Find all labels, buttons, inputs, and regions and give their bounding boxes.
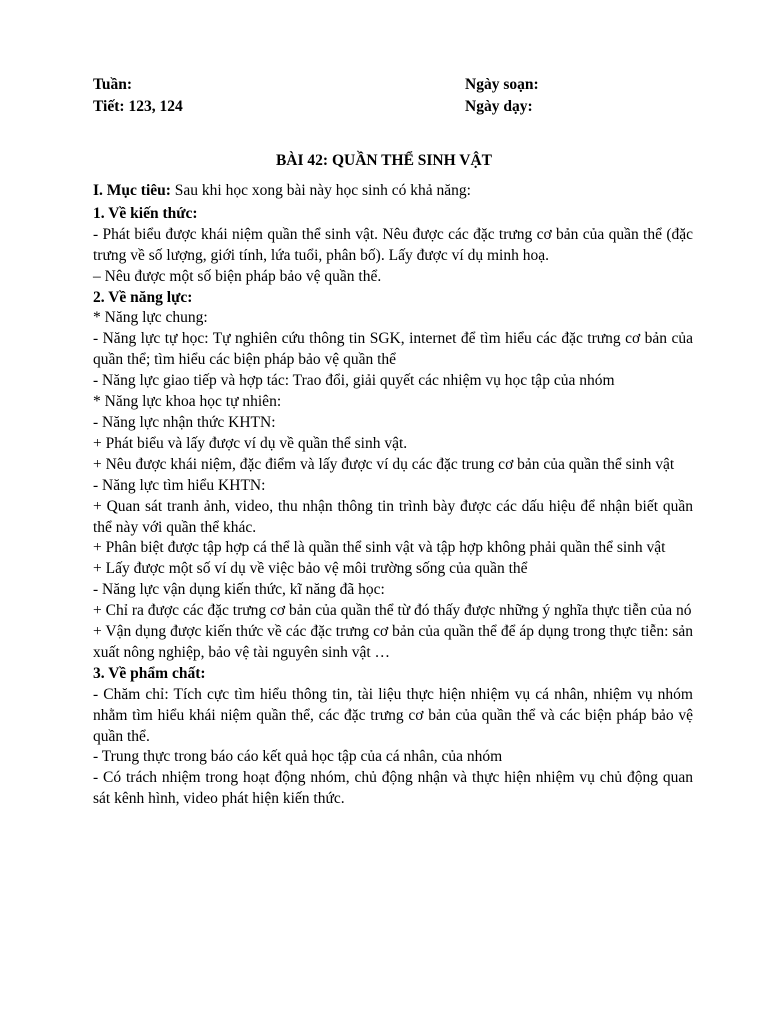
objectives-paragraph — [93, 181, 693, 202]
objectives-intro: Sau khi học xong bài này học sinh có khả năng: — [170, 182, 471, 199]
competence-item: + Nêu được khái niệm, đặc điểm và lấy được ví dụ các đặc trung cơ bản của quần thể sinh vật — [93, 455, 675, 473]
week-label: Tuần: — [93, 76, 133, 93]
qualities-item: - Trung thực trong báo cáo kết quả học tập của cá nhân, của nhóm — [93, 748, 503, 766]
lesson-title: BÀI 42: QUẦN THỂ SINH VẬT — [275, 152, 493, 169]
period-label: Tiết: 123, 124 — [93, 98, 183, 115]
competence-item: * Năng lực khoa học tự nhiên: — [93, 393, 282, 411]
qualities-item: - Chăm chỉ: Tích cực tìm hiểu thông tin, tài liệu thực hiện nhiệm vụ cá nhân, nhiệm vụ nhóm nhằm tìm hiểu khái niệm quần thể, các đặc trưng cơ bản của quần thể và các biện pháp bảo vệ quần thể. — [93, 685, 693, 745]
prep-date-label: Ngày soạn: — [465, 76, 539, 93]
qualities-heading: 3. Về phẩm chất: — [93, 664, 206, 682]
competence-item: - Năng lực giao tiếp và hợp tác: Trao đổi, giải quyết các nhiệm vụ học tập của nhóm — [93, 372, 615, 390]
objectives-heading: I. Mục tiêu: — [93, 182, 171, 199]
competence-item: + Vận dụng được kiến thức về các đặc trưng cơ bản của quần thể để áp dụng trong thực tiễn: sản xuất nông nghiệp, bảo vệ tài nguyên sinh vật … — [93, 623, 693, 661]
header-left — [93, 75, 183, 119]
knowledge-item: - Phát biểu được khái niệm quần thể sinh vật. Nêu được các đặc trưng cơ bản của quần thể (đặc trưng về số lượng, giới tính, lứa tuổi, phân bố). Lấy được ví dụ minh hoạ. — [93, 225, 693, 264]
knowledge-item: – Nêu được một số biện pháp bảo vệ quần thể. — [93, 267, 382, 285]
competence-item: + Quan sát tranh ảnh, video, thu nhận thông tin trình bày được các dấu hiệu để nhận biết quần thể này với quần thể khác. — [93, 497, 693, 536]
teach-date-label: Ngày dạy: — [465, 98, 533, 115]
competence-item: + Phát biểu và lấy được ví dụ về quần thể sinh vật. — [93, 434, 408, 452]
competence-item: + Chỉ ra được các đặc trưng cơ bản của quần thể từ đó thấy được những ý nghĩa thực tiễn của nó — [93, 602, 692, 620]
competence-item: - Năng lực tìm hiểu KHTN: — [93, 476, 266, 494]
competence-item: - Năng lực vận dụng kiến thức, kĩ năng đã học: — [93, 581, 385, 599]
competence-item: - Năng lực tự học: Tự nghiên cứu thông tin SGK, internet để tìm hiểu các đặc trưng cơ bản của quần thể; tìm hiểu các biện pháp bảo vệ quần thể — [93, 330, 693, 369]
competence-item: + Lấy được một số ví dụ về việc bảo vệ môi trường sống của quần thể — [93, 560, 528, 578]
competence-item: + Phân biệt được tập hợp cá thể là quần thể sinh vật và tập hợp không phải quần thể sinh vật — [93, 539, 666, 557]
knowledge-heading: 1. Về kiến thức: — [93, 204, 198, 222]
competence-item: - Năng lực nhận thức KHTN: — [93, 413, 276, 431]
document-body — [93, 181, 693, 810]
competence-heading: 2. Về năng lực: — [93, 288, 193, 306]
competence-item: * Năng lực chung: — [93, 309, 208, 327]
qualities-item: - Có trách nhiệm trong hoạt động nhóm, chủ động nhận và thực hiện nhiệm vụ chủ động quan sát kênh hình, video phát hiện kiến thức. — [93, 769, 693, 808]
header-right — [465, 75, 539, 119]
